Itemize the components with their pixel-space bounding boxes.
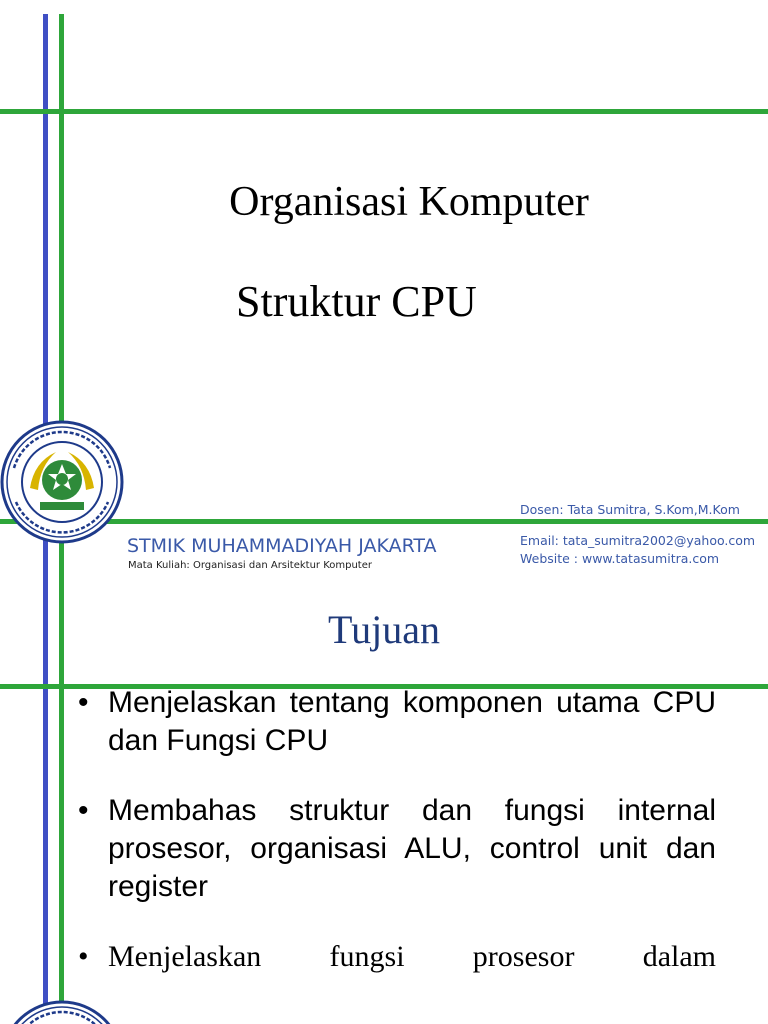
- slide-subtitle: Struktur CPU: [236, 277, 477, 326]
- bullet-text: Menjelaskan tentang komponen utama CPU dan Fungsi CPU: [108, 686, 716, 757]
- slide-title: Organisasi Komputer: [229, 179, 589, 225]
- bullet-text: Menjelaskan fungsi prosesor dalam: [108, 940, 716, 973]
- lecturer-name: Dosen: Tata Sumitra, S.Kom,M.Kom: [520, 502, 740, 517]
- institution-logo-icon: [0, 998, 128, 1024]
- list-item: [78, 684, 716, 760]
- list-item: [78, 938, 716, 976]
- lecturer-email: Email: tata_sumitra2002@yahoo.com: [520, 533, 756, 548]
- bullet-icon: •: [78, 940, 89, 973]
- list-item: [78, 792, 716, 906]
- slide-heading: Tujuan: [328, 607, 440, 652]
- objectives-slide: [0, 588, 768, 1024]
- bullet-icon: •: [78, 686, 89, 719]
- left-blue-line: [43, 588, 48, 1024]
- course-name: Mata Kuliah: Organisasi dan Arsitektur Komputer: [128, 560, 372, 571]
- bullet-text: Membahas struktur dan fungsi internal prosesor, organisasi ALU, control unit dan register: [108, 794, 716, 903]
- institution-name: STMIK MUHAMMADIYAH JAKARTA: [127, 535, 437, 557]
- institution-logo-icon: [0, 418, 128, 546]
- left-green-line: [59, 588, 64, 1024]
- bullet-icon: •: [78, 794, 89, 827]
- lecturer-website: Website : www.tatasumitra.com: [520, 551, 720, 566]
- top-green-line: [0, 109, 768, 114]
- objectives-list: [78, 684, 716, 1008]
